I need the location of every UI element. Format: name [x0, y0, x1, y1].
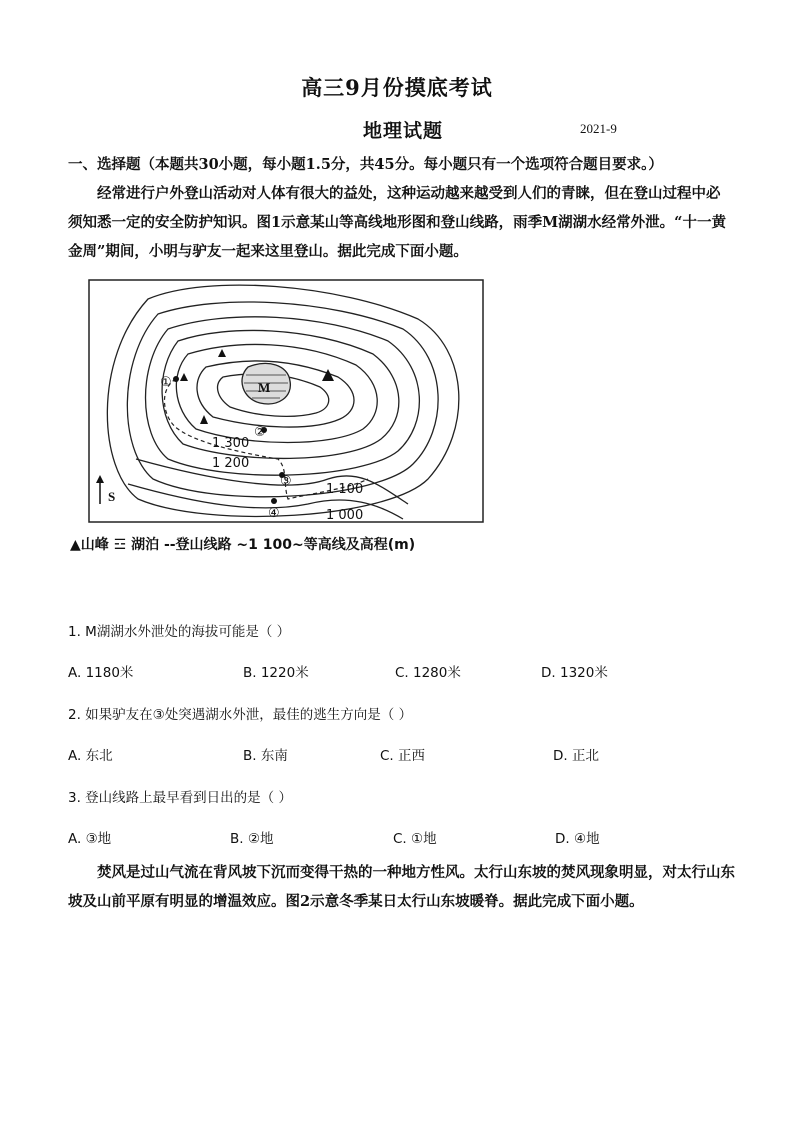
question-2-option-a[interactable]: A. 东北 — [68, 748, 113, 764]
contour-label-1100: 1 100 — [326, 482, 364, 497]
question-1-stem: 1. M湖湖水外泄处的海拔可能是（ ） — [68, 624, 291, 640]
exam-subtitle: 地理试题 — [363, 120, 444, 142]
question-2-stem: 2. 如果驴友在③处突遇湖水外泄，最佳的逃生方向是（ ） — [68, 707, 413, 723]
question-3-stem: 3. 登山线路上最早看到日出的是（ ） — [68, 790, 292, 806]
question-3-option-a[interactable]: A. ③地 — [68, 831, 112, 847]
question-2-option-c[interactable]: C. 正西 — [380, 748, 426, 764]
point-label-2: ② — [254, 425, 266, 440]
question-1-option-a[interactable]: A. 1180米 — [68, 665, 134, 681]
section-heading: 一、选择题（本题共30小题，每小题1.5分，共45分。每小题只有一个选项符合题目要求。） — [68, 156, 663, 173]
contour-label-1200: 1 200 — [212, 456, 250, 471]
question-3-option-d[interactable]: D. ④地 — [555, 831, 600, 847]
question-2-option-d[interactable]: D. 正北 — [553, 748, 599, 764]
map-legend: ▲山峰 ☲ 湖泊 --登山线路 ~1 100~等高线及高程(m) — [70, 537, 416, 553]
exam-date: 2021-9 — [580, 121, 617, 136]
point-label-3: ③ — [280, 474, 292, 489]
lake-m — [242, 363, 290, 403]
question-1-option-c[interactable]: C. 1280米 — [395, 665, 461, 681]
question-1-option-b[interactable]: B. 1220米 — [243, 665, 309, 681]
point-label-1: ① — [160, 375, 172, 390]
question-3-option-c[interactable]: C. ①地 — [393, 831, 437, 847]
contour-label-1000: 1 000 — [326, 508, 364, 523]
point-label-4: ④ — [268, 506, 280, 521]
contour-label-1300: 1 300 — [212, 436, 250, 451]
question-1-option-d[interactable]: D. 1320米 — [541, 665, 608, 681]
passage-2: 焚风是过山气流在背风坡下沉而变得干热的一种地方性风。太行山东坡的焚风现象明显，对太行山东坡及山前平原有明显的增温效应。图2示意冬季某日太行山东坡暖脊。据此完成下面小题。 — [68, 864, 735, 910]
exam-title: 高三9月份摸底考试 — [301, 75, 493, 100]
question-3-option-b[interactable]: B. ②地 — [230, 831, 274, 847]
question-2-option-b[interactable]: B. 东南 — [243, 748, 288, 764]
contour-map-figure — [88, 279, 484, 523]
passage-1: 经常进行户外登山活动对人体有很大的益处，这种运动越来越受到人们的青睐，但在登山过程中必须知悉一定的安全防护知识。图1示意某山等高线地形图和登山线路，雨季M湖湖水经常外泄。“十一黄金周”期间，小明与驴友一起来这里登山。据此完成下面小题。 — [68, 185, 726, 260]
north-label: S — [108, 489, 116, 504]
lake-label: M — [258, 380, 271, 395]
